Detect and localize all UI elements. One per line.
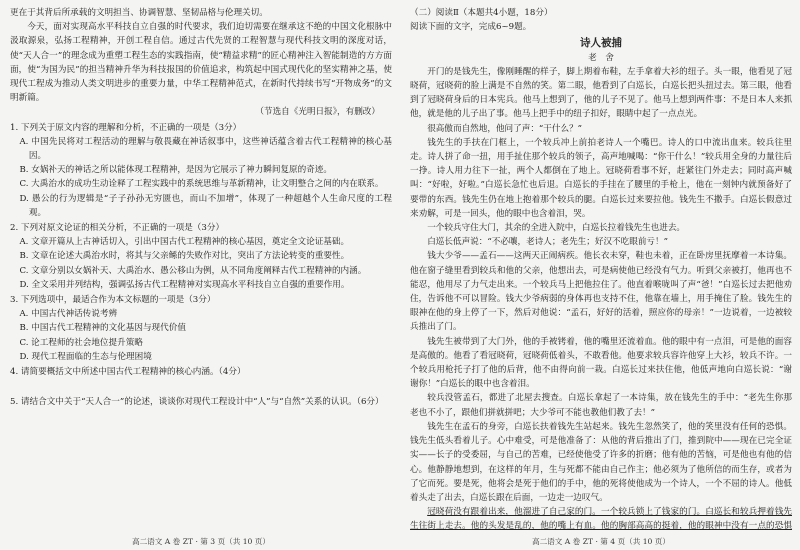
story-paragraph: 较兵没管孟石，都进了北屋去搜查。白巡长拿起了一本诗集，放在钱先生的手中：“老先生你那老也不小了，跟他们拼就拼吧；大少爷可不能也教他们教了去！” <box>410 393 792 418</box>
option-d: D. 全文采用并列结构，强调弘扬古代工程精神对实现高水平科技自立自强的重要作用。 <box>19 279 350 290</box>
story-paragraph: 冠晓荷没有跟着出来，他溜进了自己家的门。一个较兵锁上了钱家的门。白巡长和较兵押着钱先生往街上走去。他的头发是乱的，他的嘴上有血。他的胸部高高的挺着，他的眼神中没有一点的恐惧 <box>410 507 792 532</box>
section-heading: （二）阅读Ⅱ（本题共4小题，18分） <box>410 8 553 18</box>
story-paragraph: 钱先生被带到了大门外，他的手被铐着，他的嘴里还流着血。他的眼中有一点泪，可是他的面容是高傲的。他看了看冠晓荷，冠晓荷低着头，不敢看他。他要求较兵容许他穿上大衫，较兵不许。一个较兵用枪托子打了他的后背，他不由得向前一栽。白巡长过来扶住他，他低声地向白巡长说：“谢谢你！”白巡长的眼中也含着泪。 <box>410 336 792 390</box>
question-3 <box>10 293 392 364</box>
question-stem: 1. 下列关于原文内容的理解和分析，不正确的一项是（3分） <box>10 122 242 133</box>
option-c: C. 论工程师的社会地位提升策略 <box>19 337 143 348</box>
page-footer-left: 高二语文 A 卷 ZT · 第 3 页（共 10 页） <box>132 537 270 546</box>
source-note: （节选自《光明日报》，有删改） <box>255 107 380 118</box>
question-stem: 5. 请结合文中关于“天人合一”的论述，谈谈你对现代工程设计中“人”与“自然”关系的认识。（6分） <box>10 397 384 408</box>
option-a: A. 中国先民将对工程活动的理解与敬畏藏在神话叙事中，这些神话蕴含着古代工程精神的核心基因。 <box>19 136 392 162</box>
option-d: D. 愚公的行为逻辑是“子子孙孙无穷匮也，而山不加增”，体现了一种超越个人生命尺度的工程观。 <box>19 193 392 218</box>
page-footer-right: 高二语文 A 卷 ZT · 第 4 页（共 10 页） <box>532 537 670 546</box>
story-title: 诗人被捕 <box>580 37 622 50</box>
story-paragraph: 钱先生在孟石的身旁，白巡长扶着钱先生站起来。钱先生忽然笑了，他的笑里没有任何的恐惧。钱先生低头看着儿子。心中难受，可是他准备了：从他的背后推出了门，推到院中——现在已完全证实——长子的受委屈，与自己的苦难，已经使他受了许多的折磨；他有他的苦恼，可是他也有他的信心。他静静地想到，在这样的年月，生与死都不能由自己作主；他必须为了他所信的而生存，或者为了它而死。要是死，他将会是死于他们的手中，他的死将使他成为一个诗人，一个不屈的诗人。他低着头走了出去，白巡长跟在后面，一边走一边叹气。 <box>410 421 792 503</box>
option-d: D. 现代工程面临的生态与伦理困境 <box>19 351 152 362</box>
story-paragraph: 钱先生的手扶在门框上，一个较兵冲上前拍老诗人一个嘴巴。诗人的口中流出血来。较兵往里走。诗人拼了命一扭，用手扯住那个较兵的领子，高声地喊喝：“你干什么！”较兵用全身的力量往后一挣。诗人用力往下一扯，两个人都倒在了地上。冠晓荷看事不好，赶紧往门外走去；同时高声喊叫：“好啦，好啦。”白巡长急忙也后退。白巡长的手挂在了腰里的手枪上，他在一刻钟内就预备好了要带的东西。钱先生仍在地上抱着那个较兵的腿。白巡长过来要拉他。钱先生不撒手。白巡长假意过来劝解，可是一回头，他的眼中也含着泪，哭。 <box>410 137 792 219</box>
passage-paragraph: 更在于其背后所承载的文明担当、协调智慧、坚韧品格与伦理关切。 <box>10 8 268 18</box>
option-b: B. 女娲补天的神话之所以能体现工程精神，是因为它展示了神力瞬间复原的奇迹。 <box>19 165 333 176</box>
option-b: B. 中国古代工程精神的文化基因与现代价值 <box>19 323 186 334</box>
story-paragraph: 很高傲而自然地，他问了声：“干什么？” <box>427 123 583 134</box>
question-stem: 2. 下列对原文论证的相关分析，不正确的一项是（3分） <box>10 223 225 234</box>
question-1 <box>10 121 392 220</box>
story-paragraph: 钱大少爷——孟石——这两天正闹病疾。他长衣未穿，鞋也未着，正在卧房里抚摩着一本诗集。他在窗子缝里看到较兵和他的父亲，他想出去，可是病使他已经没有气力。听到父亲被打，他再也不能忍，他用尽了力气走出来。一个较兵马上把他拉住了。他直着喉咙叫了声“爸！”白巡长过去把他劝住，告诉他不可以冒险。钱大少爷病弱的身体再也支持不住，他靠在墙上，用手掩住了脸。钱先生的眼神在他的身上停了一下，然后对他说：“孟石，好好的活着，照应你的母亲！”一边说着，一边被较兵推出了门。 <box>410 251 792 333</box>
story-paragraph: 开门的是钱先生，像刚睡醒的样子，脚上期着布鞋，左手拿着大衫的纽子。头一眼，他看见了冠晓荷，冠晓荷的脸上满是不自然的笑。第二眼，他看到了白巡长，白巡长把头扭过去。第三眼，他看到了冠晓荷身后的日本宪兵。他马上想到了，他的儿子不见了。他马上想到两件事：不是日本人来抓他，就是他的儿子出了事。他马上把手中的纽子扣好，眼睛中起了一点点光。 <box>410 66 792 120</box>
right-page <box>410 6 792 532</box>
option-a: A. 文章开篇从上古神话切入，引出中国古代工程精神的核心基因，奠定全文论证基础。 <box>19 237 350 248</box>
option-a: A. 中国古代神话传说考辨 <box>19 309 118 320</box>
option-c: C. 文章分别以女娲补天、大禹治水、愚公移山为例，从不同角度阐释古代工程精神的内涵。 <box>19 265 367 276</box>
question-5 <box>10 395 392 409</box>
question-2 <box>10 221 392 292</box>
section-instruction: 阅读下面的文字，完成6~9题。 <box>410 22 532 33</box>
question-stem: 3. 下列选项中，最适合作为本文标题的一项是（3分） <box>10 295 216 306</box>
option-c: C. 大禹治水的成功生动诠释了工程实践中的系统思维与革新精神，让文明整合之间的内在联系。 <box>19 179 384 190</box>
left-page <box>10 6 392 409</box>
story-paragraph: 一个较兵守住大门，其余的全进入院中，白巡长拉着钱先生也进去。 <box>427 223 686 234</box>
question-stem: 4. 请简要概括文中所述中国古代工程精神的核心内涵。（4分） <box>10 367 246 378</box>
passage-paragraph: 今天，面对实现高水平科技自立自强的时代要求，我们迫切需要在继承这不绝的中国文化根脉中汲取源泉，弘扬工程精神，开创工程自信。通过古代先贤的工程智慧与现代科技文明的深度对话，使“天人合一”的理念成为重塑工程生态的实践指南，使“精益求精”的匠心精神注入智能制造的方方面面，使“为国为民”的担当精神升华为科技报国的价值追求，构筑起中国式现代化的坚实精神之基，使现代工程成为推动人类文明进步的重要力量，中华工程精神范式，在新时代持续书写“开物成务”的文明新篇。 <box>10 22 392 104</box>
question-4 <box>10 365 392 379</box>
story-paragraph: 白巡长低声说：“不必嚷，老诗人；老先生；好汉不吃眼前亏！” <box>427 237 669 248</box>
option-b: B. 文章在论述大禹治水时，将其与父亲鲧的失败作对比，突出了方法论转变的重要性。 <box>19 251 350 262</box>
story-author: 老 舍 <box>588 52 614 63</box>
